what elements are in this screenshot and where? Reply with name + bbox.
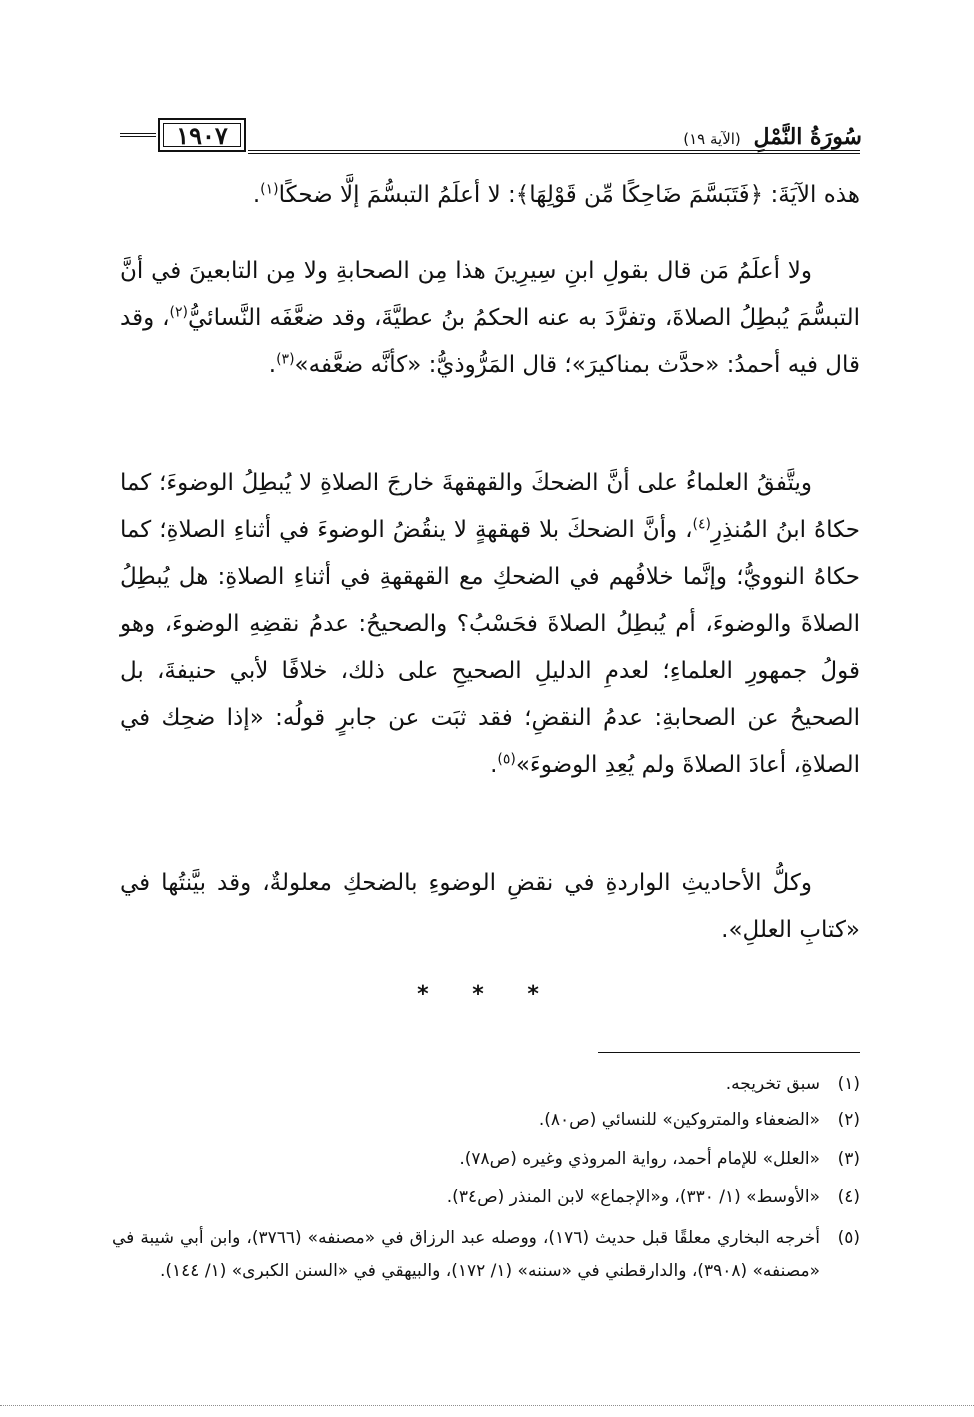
paragraph-4-text: وكلُّ الأحاديثِ الواردةِ في نقضِ الوضوءِ بالضحكِ معلولةٌ، وقد بيَّنتُها في «كتابِ العللِ». xyxy=(120,870,860,943)
paragraph-1-text: هذه الآيَةَ: ﴿فَتَبَسَّمَ ضَاحِكًا مِّن قَوْلِهَا﴾: لا أعلَمُ التبسُّمَ إلَّا ضحكًا xyxy=(278,182,860,208)
footnote-5 xyxy=(112,1222,860,1288)
footnote-text: سبق تخريجه. xyxy=(725,1074,820,1094)
paragraph-3 xyxy=(120,460,860,789)
footnote-number: (١) xyxy=(837,1074,860,1094)
paragraph-2-text-b: ، وقد قال فيه أحمدُ: «حدَّث بمناكيرَ»؛ قال المَرُّوذيُّ: «كأنَّه ضعَّفه» xyxy=(120,305,860,378)
footnote-3 xyxy=(112,1143,860,1176)
section-separator: * * * xyxy=(417,982,557,1007)
footnote-ref-2: (٢) xyxy=(169,304,188,321)
scan-edge xyxy=(0,1405,974,1406)
running-header xyxy=(683,124,862,150)
paragraph-1 xyxy=(120,172,860,219)
paragraph-2 xyxy=(120,248,860,389)
paragraph-3-text-b: ، وأنَّ الضحكَ بلا قهقهةٍ لا ينقُضُ الوضوءَ في أثناءِ الصلاةِ؛ كما حكاهُ النوويُّ؛ وإنَّما خلافُهم في الضحكِ مع القهقهةِ في أثناءِ الصلاةِ: هل يُبطِلُ الصلاةَ والوضوءَ، أم يُبطِلُ الصلاةَ فحَسْبُ؟ والصحيحُ: عدمُ نقضِهِ الوضوءَ، وهو قولُ جمهورِ العلماءِ؛ لعدمِ الدليلِ الصحيحِ على ذلك، خلافًا لأبي حنيفةَ، بل الصحيحُ عن الصحابةِ: عدمُ النقضِ؛ فقد ثبَت عن جابرٍ قولُه: «إذا ضحِك في الصلاةِ، أعادَ الصلاةَ ولم يُعِدِ الوضوءَ» xyxy=(120,517,860,778)
footnote-text: «الأوسط» (١/ ٣٣٠)، و«الإجماع» لابن المنذر (ص٣٤). xyxy=(446,1187,820,1207)
footnote-1 xyxy=(112,1068,860,1101)
footnote-number: (٢) xyxy=(837,1110,860,1130)
period: . xyxy=(490,752,498,778)
footnote-ref-1: (١) xyxy=(260,181,279,198)
footnote-ref-5: (٥) xyxy=(497,751,516,768)
footnote-2 xyxy=(112,1104,860,1137)
footnote-ref-4: (٤) xyxy=(692,516,711,533)
paragraph-4 xyxy=(120,860,860,954)
footnote-ref-3: (٣) xyxy=(276,351,295,368)
footnote-text: أخرجه البخاري معلقًا قبل حديث (١٧٦)، ووصله عبد الرزاق في «مصنفه» (٣٧٦٦)، وابن أبي شيبة في «مصنفه» (٣٩٠٨)، والدارقطني في «سننه» (١/ ١٧٢)، والبيهقي في «السنن الكبرى» (١/ ١٤٤). xyxy=(112,1228,820,1281)
period: . xyxy=(268,352,277,378)
period: . xyxy=(252,182,261,208)
surah-name: سُورَةُ النَّمْلِ xyxy=(753,124,862,150)
ayah-reference: (الآية ١٩) xyxy=(683,130,741,148)
page-number: ١٩٠٧ xyxy=(163,123,241,147)
page-number-box xyxy=(158,118,246,152)
header-rule-right xyxy=(248,150,860,154)
paragraph-2-text-a: ولا أعلَمُ مَن قال بقولِ ابنِ سِيرِينَ هذا مِن الصحابةِ ولا مِن التابعينَ في أنَّ التبسُّمَ يُبطِلُ الصلاةَ، وتفرَّدَ به عنه الحكمُ بنُ عطيَّةَ، وقد ضعَّفَه النَّسائيُّ xyxy=(120,258,860,331)
paragraph-3-text-a: ويتَّفقُ العلماءُ على أنَّ الضحكَ والقهقهةَ خارجَ الصلاةِ لا يُبطِلُ الوضوءَ؛ كما حكاهُ ابنُ المُنذِرِ xyxy=(120,470,860,543)
footnote-number: (٥) xyxy=(837,1228,860,1248)
header-rule-left xyxy=(120,133,156,137)
footnote-number: (٣) xyxy=(837,1149,860,1169)
footnote-text: «العلل» للإمام أحمد، رواية المروذي وغيره (ص٧٨). xyxy=(459,1149,820,1169)
footnote-text: «الضعفاء والمتروكين» للنسائي (ص٨٠). xyxy=(538,1110,820,1130)
footnote-number: (٤) xyxy=(837,1187,860,1207)
footnote-rule xyxy=(598,1052,860,1053)
footnote-4 xyxy=(112,1181,860,1214)
